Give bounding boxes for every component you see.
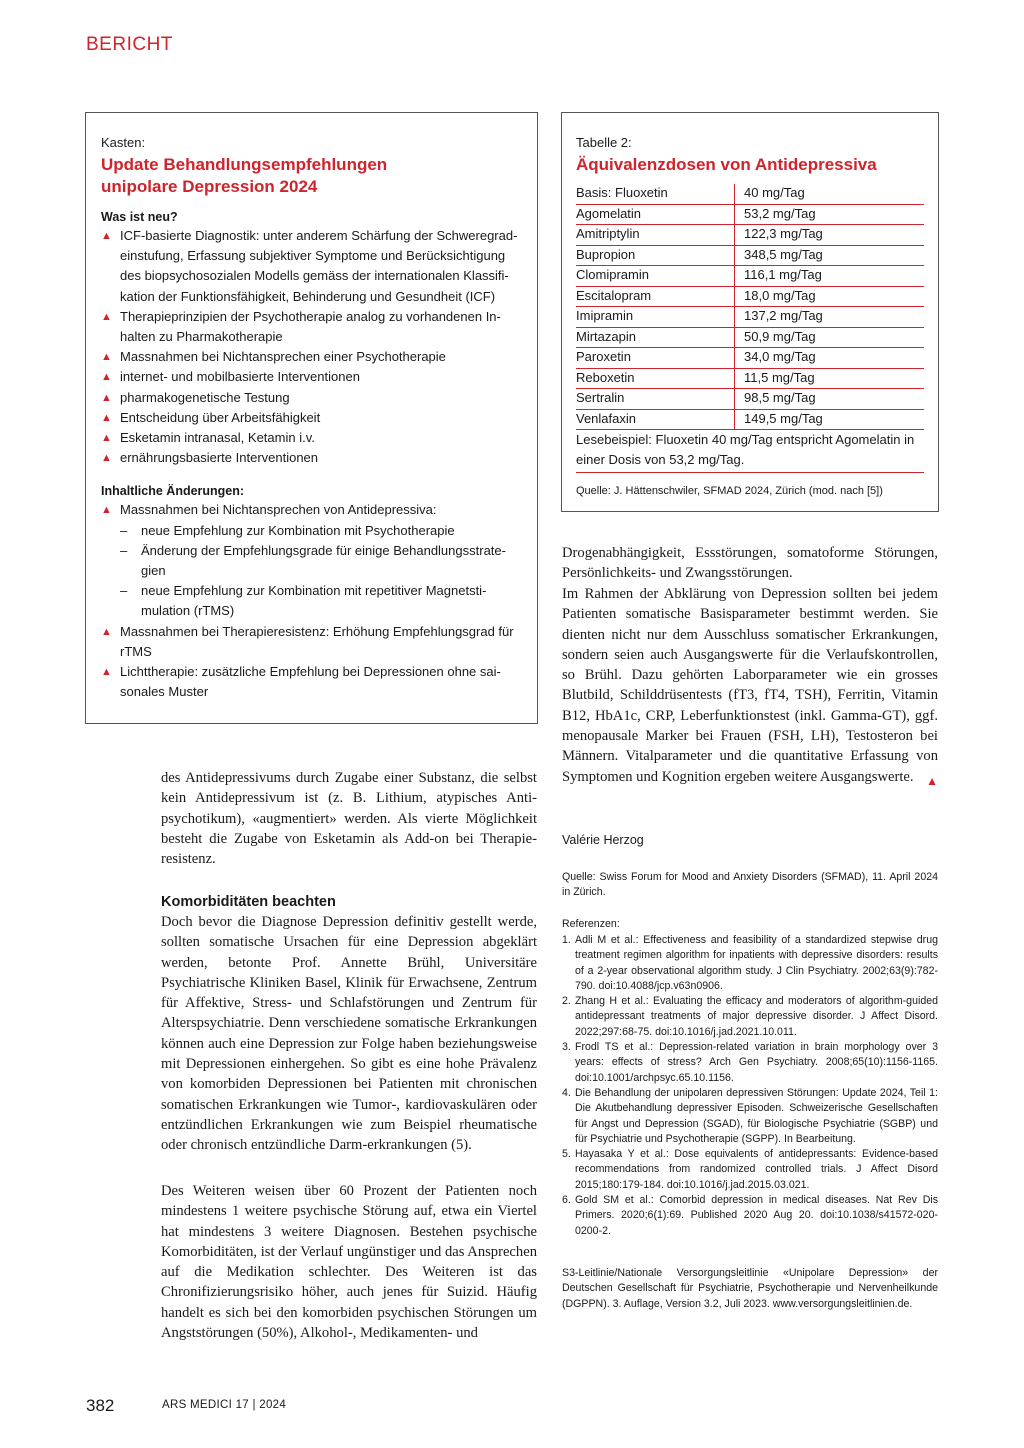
table-source: Quelle: J. Hättenschwiler, SFMAD 2024, Zürich (mod. nach [5]) xyxy=(576,485,883,497)
red-triangle-icon: ▲ xyxy=(101,432,112,445)
section-heading: Komorbiditäten beachten xyxy=(161,894,336,910)
reference-item: 4. Die Behandlung der unipolaren depressiven Störungen: Update 2024, Teil 1: Die Akutbehandlung depressiver Episoden. Schweizerische Gesellschaften für Angst und Depression (SGAD), für Biologische Psychiatrie (SGBP) und für Psychiatrie und Psychotherapie (SGPP). In Bearbeitung. xyxy=(562,1086,938,1145)
table-row xyxy=(576,307,924,328)
list-item: ▲ Esketamin intranasal, Ketamin i.v. xyxy=(101,428,522,448)
dose-cell: 122,3 mg/Tag xyxy=(735,225,925,246)
references-list xyxy=(562,933,938,1239)
body-left-para1: des Antidepressivums durch Zugabe einer Substanz, die selbst kein Antidepressivum ist (z. B. Lithium, atypisches Anti-psychotikum), «augmentiert» werden. Als vierte Möglichkeit besteht die Zugabe von Esketamin als Add-on bei Therapie-resistenz. xyxy=(161,770,537,868)
list-item: ▲ ernährungsbasierte Interventionen xyxy=(101,448,522,468)
dose-cell: 11,5 mg/Tag xyxy=(735,368,925,389)
red-triangle-icon: ▲ xyxy=(101,452,112,465)
list-item: ▲ internet- und mobilbasierte Interventionen xyxy=(101,367,522,387)
red-triangle-icon: ▲ xyxy=(101,666,112,679)
dose-cell: 116,1 mg/Tag xyxy=(735,266,925,287)
list-item: ▲ Massnahmen bei Nichtansprechen einer Psychotherapie xyxy=(101,347,522,367)
box-title-line-2: unipolare Depression 2024 xyxy=(101,177,318,196)
table-row xyxy=(576,245,924,266)
table-title: Äquivalenzdosen von Antidepressiva xyxy=(576,155,877,174)
table-row xyxy=(576,184,924,204)
red-triangle-icon: ▲ xyxy=(101,230,112,242)
changes-heading: Inhaltliche Änderungen: xyxy=(101,484,245,499)
red-triangle-icon: ▲ xyxy=(101,625,112,638)
list-item: ▲ pharmakogenetische Testung xyxy=(101,388,522,408)
drug-cell: Amitriptylin xyxy=(576,225,735,246)
drug-cell: Reboxetin xyxy=(576,368,735,389)
list-item: ▲ Lichttherapie: zusätzliche Empfehlung bei Depressionen ohne sai-sonales Muster xyxy=(101,664,501,700)
dose-cell: 53,2 mg/Tag xyxy=(735,204,925,225)
drug-cell: Imipramin xyxy=(576,307,735,328)
body-left-para2: Doch bevor die Diagnose Depression definitiv gestellt werde, sollten somatische Ursachen für eine Depression abgeklärt werden, betonte Prof. Annette Brühl, Universitäre Psychiatrische Kliniken Basel, Klinik für Erwachsene, Zentrum für Affektive, Stress- und Schlafstörungen und Zentrum für Alterspsychiatrie. Denn verschiedene somatische Erkrankungen können auch eine Depression zur Folge haben beziehungsweise mit Depressionen einhergehen. So gibt es eine hohe Prävalenz von komorbiden Depressionen bei Patienten mit chronischen somatischen Erkrankungen wie Tumor-, kardiovaskulären oder entzündlichen Erkrankungen wie zum Beispiel rheumatische oder chronisch entzündliche Darm-erkrankungen (5). xyxy=(161,914,537,1154)
table-caption: Tabelle 2: xyxy=(576,135,632,150)
dose-cell: 348,5 mg/Tag xyxy=(735,245,925,266)
table-row xyxy=(576,286,924,307)
dose-cell: 137,2 mg/Tag xyxy=(735,307,925,328)
dash-icon: – xyxy=(120,522,128,538)
end-mark-icon: ▲ xyxy=(926,773,938,788)
red-triangle-icon: ▲ xyxy=(101,504,112,517)
table-row xyxy=(576,348,924,369)
red-triangle-icon: ▲ xyxy=(101,411,112,424)
table-box-equivalent-doses xyxy=(561,112,939,512)
drug-cell: Mirtazapin xyxy=(576,327,735,348)
author: Valérie Herzog xyxy=(562,833,644,847)
red-triangle-icon: ▲ xyxy=(101,391,112,404)
list-item: ▲ Entscheidung über Arbeitsfähigkeit xyxy=(101,408,522,428)
dose-cell: 50,9 mg/Tag xyxy=(735,327,925,348)
body-left-para3: Des Weiteren weisen über 60 Prozent der Patienten noch mindestens 1 weitere psychische Störung auf, etwa ein Viertel hat mindestens 3 weitere Diagnosen. Bestehen psychische Komorbiditäten, ist der Verlauf ungünstiger und das Ansprechen auf die Medikation schlechter. Des Weiteren ist das Chronifizierungsrisiko höher, auch jenes für Suizid. Häufig handelt es sich bei den komorbiden psychischen Störungen um Angststörungen (50%), Alkohol-, Medikamenten- und xyxy=(161,1183,537,1342)
body-right-para1: Drogenabhängigkeit, Essstörungen, somatoforme Störungen, Persönlichkeits- und Zwangsstörungen. xyxy=(562,545,938,582)
box-title-line-1: Update Behandlungsempfehlungen xyxy=(101,155,388,174)
table-row xyxy=(576,327,924,348)
list-item: ▲ Massnahmen bei Therapieresistenz: Erhöhung Empfehlungsgrad für rTMS xyxy=(101,623,514,659)
body-right-para2: Im Rahmen der Abklärung von Depression sollten bei jedem Patienten somatische Basisparameter bestimmt werden. Sie dienten nicht nur dem Ausschluss somatischer Erkrankungen, sondern seien auch Ausgangswerte für die Verlaufskontrollen, so Brühl. Dazu gehörten Laborparameter wie ein grosses Blutbild, Schilddrüsentests (fT3, fT4, TSH), Ferritin, Vitamin B12, HbA1c, CRP, Leberfunktionstest (inkl. Gamma-GT), ggf. menopausale Marker bei Frauen (FSH, LH), Testosteron bei Männern. Vitalparameter und die quantitative Erfassung von Symptomen und Kognition ergeben weitere Ausgangswerte. ▲ xyxy=(562,584,938,791)
reference-item: 2. Zhang H et al.: Evaluating the efficacy and moderators of algorithm-guided antidepressant treatments of major depressive disorder. J Affect Disord. 2022;297:68-75. doi:10.1016/j.jad.2021.10.011. xyxy=(562,995,938,1038)
table-row xyxy=(576,225,924,246)
reference-item: 1. Adli M et al.: Effectiveness and feasibility of a standardized stepwise drug treatment regimen algorithm for inpatients with depressive disorders: results of a 2-year observational algorithm study. J Clin Psychiatry. 2002;63(9):782-790. doi:10.4088/jcp.v63n0906. xyxy=(562,934,938,992)
drug-cell: Sertralin xyxy=(576,389,735,410)
red-triangle-icon: ▲ xyxy=(101,310,112,323)
what-new-list xyxy=(101,226,522,468)
changes-list-cont xyxy=(101,622,522,703)
table-row xyxy=(576,266,924,287)
table-row xyxy=(576,389,924,410)
dose-cell: 149,5 mg/Tag xyxy=(735,409,925,430)
reading-example: Lesebeispiel: Fluoxetin 40 mg/Tag entspricht Agomelatin in einer Dosis von 53,2 mg/Tag. xyxy=(576,430,924,473)
box-caption: Kasten: xyxy=(101,135,146,150)
dose-cell: 18,0 mg/Tag xyxy=(735,286,925,307)
reference-item: 3. Frodl TS et al.: Depression-related variation in brain morphology over 3 years: effects of stress? Arch Gen Psychiatry. 2008;65(10):1156-1165. doi:10.1001/archpsyc.65.10.1156. xyxy=(562,1041,938,1084)
drug-cell: Agomelatin xyxy=(576,204,735,225)
red-triangle-icon: ▲ xyxy=(101,351,112,364)
dose-cell: 98,5 mg/Tag xyxy=(735,389,925,410)
box-title xyxy=(101,154,522,198)
dose-cell: 34,0 mg/Tag xyxy=(735,348,925,369)
dose-cell: 40 mg/Tag xyxy=(735,184,925,204)
guideline-note: S3-Leitlinie/Nationale Versorgungsleitlinie «Unipolare Depression» der Deutschen Gesellschaft für Psychiatrie, Psychotherapie und Nervenheilkunde (DGPPN). 3. Auflage, Version 3.2, Juli 2023. www.versorgungsleitlinien.de. xyxy=(562,1267,938,1310)
journal-name: ARS MEDICI 17 | 2024 xyxy=(162,1399,287,1411)
list-item: – neue Empfehlung zur Kombination mit repetitiver Magnetsti-mulation (rTMS) xyxy=(120,583,487,619)
list-item: ▲ ICF-basierte Diagnostik: unter anderem Schärfung der Schweregrad-einstufung, Erfassung subjektiver Symptome und Berücksichtigung des biopsychosozialen Modells gemäss der internationalen Klassifi-kation der Funktionsfähigkeit, Behinderung und Gesundheit (ICF) xyxy=(101,228,518,304)
dose-table xyxy=(576,184,924,430)
changes-sublist xyxy=(101,521,522,622)
table-row xyxy=(576,368,924,389)
source-note: Quelle: Swiss Forum for Mood and Anxiety Disorders (SFMAD), 11. April 2024 in Zürich. xyxy=(562,871,938,899)
reference-item: 6. Gold SM et al.: Comorbid depression in medical diseases. Nat Rev Dis Primers. 2020;6(1):69. Published 2020 Aug 20. doi:10.1038/s41572-020-0200-2. xyxy=(562,1194,938,1237)
drug-cell: Paroxetin xyxy=(576,348,735,369)
drug-cell: Bupropion xyxy=(576,245,735,266)
page-number: 382 xyxy=(86,1396,115,1415)
drug-cell: Basis: Fluoxetin xyxy=(576,184,735,204)
list-item: – Änderung der Empfehlungsgrade für einige Behandlungsstrate-gien xyxy=(120,542,506,579)
table-row xyxy=(576,204,924,225)
list-item: – neue Empfehlung zur Kombination mit Psychotherapie xyxy=(101,521,522,541)
dash-icon: – xyxy=(120,542,128,558)
drug-cell: Escitalopram xyxy=(576,286,735,307)
reference-item: 5. Hayasaka Y et al.: Dose equivalents of antidepressants: Evidence-based recommendations from randomized controlled trials. J Affect Disord 2015;180:179-184. doi:10.1016/j.jad.2015.03.021. xyxy=(562,1148,938,1191)
references-heading: Referenzen: xyxy=(562,918,620,930)
table-row xyxy=(576,409,924,430)
drug-cell: Clomipramin xyxy=(576,266,735,287)
section-label: BERICHT xyxy=(86,34,173,55)
list-item: ▲ Therapieprinzipien der Psychotherapie analog zu vorhandenen In-halten zu Pharmakotherapie xyxy=(101,308,501,345)
info-box-update xyxy=(85,112,538,724)
what-new-heading: Was ist neu? xyxy=(101,210,178,224)
dash-icon: – xyxy=(120,583,128,599)
drug-cell: Venlafaxin xyxy=(576,409,735,430)
red-triangle-icon: ▲ xyxy=(101,371,112,384)
changes-list xyxy=(101,500,522,520)
list-item: ▲ Massnahmen bei Nichtansprechen von Antidepressiva: xyxy=(101,500,522,520)
